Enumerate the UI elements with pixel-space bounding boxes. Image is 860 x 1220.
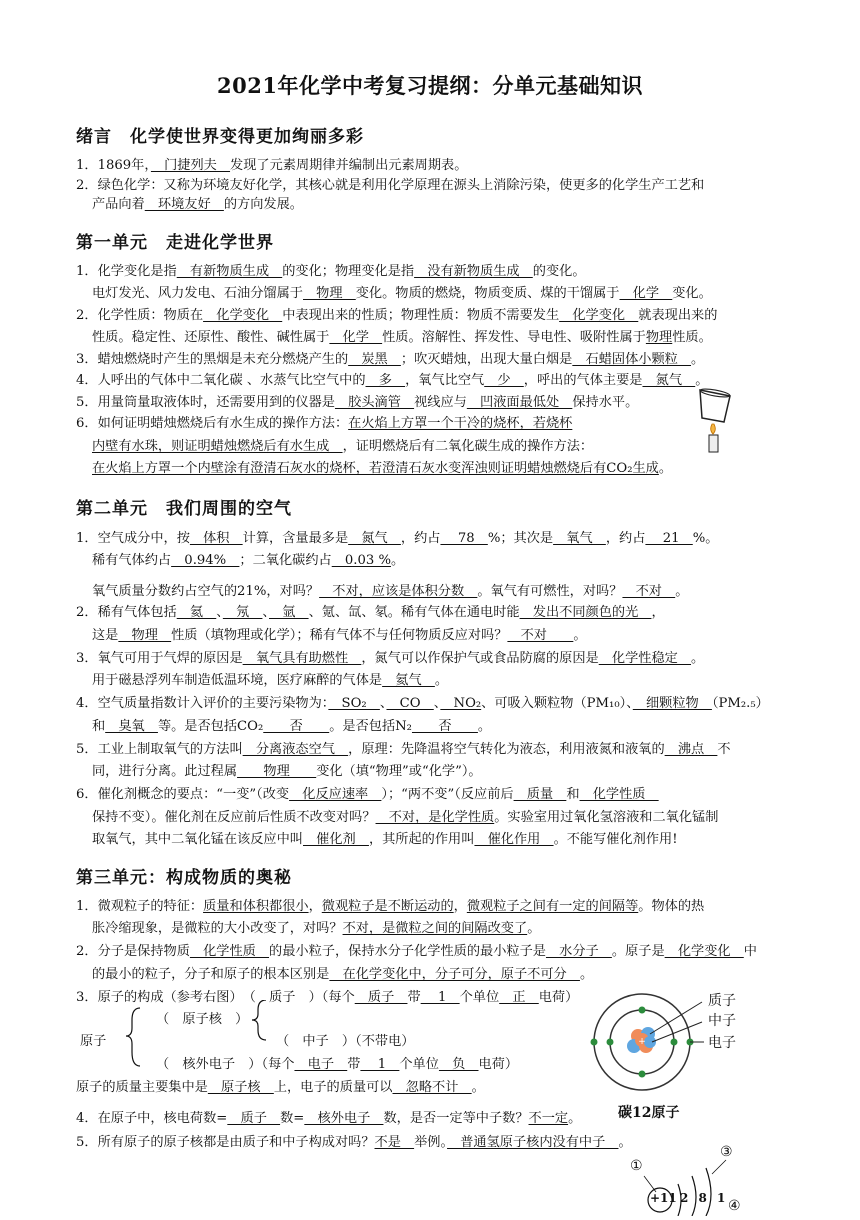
text-line: 取氧气，其中二氧化锰在该反应中叫 催化剂 ，其所起的作用叫 催化作用 。不能写催化剂作用!	[92, 832, 678, 847]
text-line: 氧气质量分数约占空气的21%，对吗？ 不对，应该是体积分数 。氧气有可燃性，对吗？ 不对 。	[92, 584, 689, 599]
text-line: 4．人呼出的气体中二氧化碳 、水蒸气比空气中的 多 ，氧气比空气 少 ，呼出的气体主要是 氮气 。	[76, 373, 709, 388]
text-line: 5．所有原子的原子核都是由质子和中子构成对吗？不是 举例。 普通氢原子核内没有中子 。	[76, 1135, 632, 1150]
mark-3: ③	[720, 1144, 733, 1160]
text-line: 4．空气质量指数计入评价的主要污染物为： SO₂ 、 CO 、 NO₂、可吸入颗粒物（PM₁₀）、 细颗粒物 （PM₂.₅）	[76, 696, 769, 711]
text-line: 6．催化剂概念的要点：“一变”（改变 化反应速率 ）；“两不变”（反应前后 质量 和 化学性质	[76, 787, 659, 802]
text-line: 3．氧气可用于气焊的原因是 氧气具有助燃性 ，氮气可以作保护气或食品防腐的原因是 化学性稳定 。	[76, 651, 705, 666]
page-title: 2021年化学中考复习提纲：分单元基础知识	[217, 73, 643, 98]
text-line: 性质。稳定性、还原性、酸性、碱性属于 化学 性质。溶解性、挥发性、导电性、吸附性属于物理性质。	[92, 330, 712, 345]
text-line: （ 核外电子 ）（每个 电子 带 1 个单位 负 电荷）	[156, 1057, 519, 1072]
text-line: 1．化学变化是指 有新物质生成 的变化；物理变化是指 没有新物质生成 的变化。	[76, 264, 586, 279]
section-heading-unit3: 第三单元：构成物质的奥秘	[76, 868, 292, 888]
text-line: 同，进行分离。此过程属 物理 变化（填“物理”或“化学”）。	[92, 764, 482, 779]
text-line: 1．1869年， 门捷列夫 发现了元素周期律并编制出元素周期表。	[76, 158, 468, 173]
text-line: 3．蜡烛燃烧时产生的黑烟是未充分燃烧产生的 炭黑 ；吹灭蜡烛，出现大量白烟是 石蜡固体小颗粒 。	[76, 352, 705, 367]
sodium-nucleus-charge: +11	[650, 1191, 677, 1205]
text-line: 内壁有水珠，则证明蜡烛燃烧后有水生成 ，证明燃烧后有二氧化碳生成的操作方法：	[92, 439, 594, 454]
text-line: 和 臭氧 等。是否包括CO₂ 否 。是否包括N₂ 否 。	[92, 719, 492, 734]
sodium-electron-shells: 2 8 1	[680, 1191, 729, 1205]
carbon-atom-diagram	[590, 988, 750, 1126]
text-line: 5．用量筒量取液体时，还需要用到的仪器是 胶头滴管 视线应与 凹液面最低处 保持水平。	[76, 395, 639, 410]
text-line: 胀冷缩现象，是微粒的大小改变了，对吗？不对，是微粒之间的间隔改变了。	[92, 921, 541, 936]
text-line: 的最小的粒子，分子和原子的根本区别是 在化学变化中，分子可分，原子不可分 。	[92, 967, 594, 982]
text-line: 电灯发光、风力发电、石油分馏属于 物理 变化。物质的燃烧，物质变质、煤的干馏属于 化学 变化。	[92, 286, 712, 301]
text-line: 在火焰上方罩一个内壁涂有澄清石灰水的烧杯，若澄清石灰水变浑浊则证明蜡烛燃烧后有CO₂生成。	[92, 461, 673, 476]
text-line: 稀有气体约占 0.94% ；二氧化碳约占 0.03 %。	[92, 553, 405, 568]
neutron-label: 中子	[708, 1013, 736, 1029]
text-line: （ 原子核 ）	[156, 1012, 249, 1027]
sodium-atom-structure-diagram	[630, 1140, 750, 1216]
text-line: 这是 物理 性质（填物理或化学）；稀有气体不与任何物质反应对吗？ 不对 。	[92, 628, 587, 643]
section-heading-unit1: 第一单元 走进化学世界	[76, 233, 274, 253]
text-line: 2．稀有气体包括 氦 、 氖 、 氩 、氪、氙、氡。稀有气体在通电时能 发出不同颜色的光 ，	[76, 605, 665, 620]
mark-4: ④	[728, 1198, 741, 1214]
text-line: 保持不变）。催化剂在反应前后性质不改变对吗？ 不对，是化学性质。实验室用过氧化氢溶液和二氧化锰制	[92, 810, 719, 825]
text-line: （ 中子 ）（不带电）	[276, 1034, 415, 1049]
text-line: 2．分子是保持物质 化学性质 的最小粒子，保持水分子化学性质的最小粒子是 水分子 。原子是 化学变化 中	[76, 944, 757, 959]
section-heading-intro: 绪言 化学使世界变得更加绚丽多彩	[76, 127, 364, 147]
text-line: 2．绿色化学：又称为环境友好化学，其核心就是利用化学原理在源头上消除污染，使更多的化学生产工艺和	[76, 178, 705, 193]
text-line: 1．空气成分中，按 体积 计算，含量最多是 氮气 ，约占 78 %；其次是 氧气 ，约占 21 %。	[76, 531, 719, 546]
beaker-over-candle-illustration	[694, 388, 736, 454]
text-line: 1．微观粒子的特征：质量和体积都很小，微观粒子是不断运动的，微观粒子之间有一定的间隔等。物体的热	[76, 899, 705, 914]
carbon-12-caption: 碳12原子	[618, 1105, 680, 1121]
mark-1: ①	[630, 1158, 643, 1174]
svg-text:+: +	[638, 1037, 646, 1047]
text-line: 4．在原子中，核电荷数= 质子 数= 核外电子 数，是否一定等中子数？不一定。	[76, 1111, 582, 1126]
text-line: 原子	[80, 1034, 107, 1049]
text-line: 5．工业上制取氧气的方法叫 分离液态空气 ，原理：先降温将空气转化为液态，利用液氮和液氧的 沸点 不	[76, 742, 731, 757]
section-heading-unit2: 第二单元 我们周围的空气	[76, 499, 292, 519]
electron-label: 电子	[708, 1035, 736, 1051]
atom-structure-braces	[124, 1000, 274, 1080]
text-line: 2．化学性质：物质在 化学变化 中表现出来的性质；物理性质：物质不需要发生 化学变化 就表现出来的	[76, 308, 718, 323]
text-line: 用于磁悬浮列车制造低温环境，医疗麻醉的气体是 氦气 。	[92, 673, 449, 688]
text-line: 产品向着 环境友好 的方向发展。	[92, 197, 303, 212]
text-line: 6．如何证明蜡烛燃烧后有水生成的操作方法：在火焰上方罩一个干冷的烧杯，若烧杯	[76, 416, 573, 431]
proton-label: 质子	[708, 993, 736, 1009]
text-line: 3．原子的构成（参考右图） （ 质子 ）（每个 质子 带 1 个单位 正 电荷）	[76, 990, 579, 1005]
text-line: 原子的质量主要集中是 原子核 上，电子的质量可以 忽略不计 。	[76, 1080, 485, 1095]
